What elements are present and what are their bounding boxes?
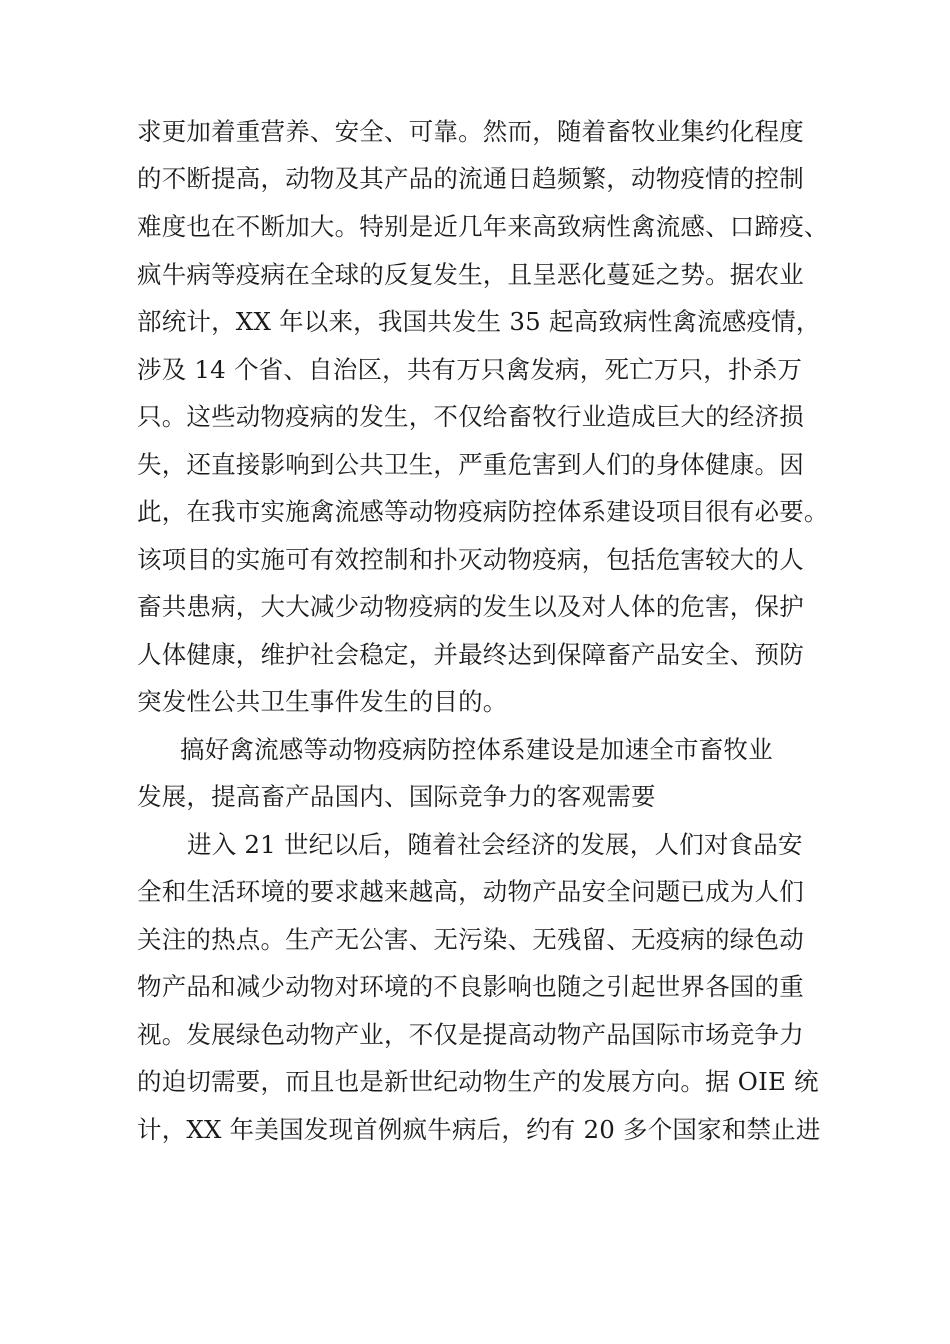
text-line: 的迫切需要，而且也是新世纪动物生产的发展方向。据 OIE 统 <box>137 1067 819 1096</box>
text-line: 关注的热点。生产无公害、无污染、无残留、无疫病的绿色动 <box>137 925 804 954</box>
text-line: 全和生活环境的要求越来越高，动物产品安全问题已成为人们 <box>137 877 804 906</box>
section-heading-line: 搞好禽流感等动物疫病防控体系建设是加速全市畜牧业 <box>180 735 773 764</box>
text-line: 畜共患病，大大减少动物疫病的发生以及对人体的危害，保护 <box>137 592 804 621</box>
text-line: 求更加着重营养、安全、可靠。然而，随着畜牧业集约化程度 <box>137 117 804 146</box>
text-line: 进入 21 世纪以后，随着社会经济的发展，人们对食品安 <box>187 830 803 859</box>
text-line: 计，XX 年美国发现首例疯牛病后，约有 20 多个国家和禁止进 <box>137 1115 821 1144</box>
text-line: 的不断提高，动物及其产品的流通日趋频繁，动物疫情的控制 <box>137 164 804 193</box>
text-line: 物产品和减少动物对环境的不良影响也随之引起世界各国的重 <box>137 972 804 1001</box>
text-line: 视。发展绿色动物产业，不仅是提高动物产品国际市场竞争力 <box>137 1020 804 1049</box>
text-line: 此，在我市实施禽流感等动物疫病防控体系建设项目很有必要。 <box>137 497 829 526</box>
text-line: 该项目的实施可有效控制和扑灭动物疫病，包括危害较大的人 <box>137 545 804 574</box>
text-line: 只。这些动物疫病的发生，不仅给畜牧行业造成巨大的经济损 <box>137 402 804 431</box>
text-line: 人体健康，维护社会稳定，并最终达到保障畜产品安全、预防 <box>137 640 804 669</box>
text-line: 突发性公共卫生事件发生的目的。 <box>137 687 508 716</box>
text-line: 涉及 14 个省、自治区，共有万只禽发病，死亡万只，扑杀万 <box>137 355 803 384</box>
text-line: 部统计，XX 年以来，我国共发生 35 起高致病性禽流感疫情， <box>137 307 821 336</box>
section-heading-line: 发展，提高畜产品国内、国际竞争力的客观需要 <box>137 782 656 811</box>
text-line: 疯牛病等疫病在全球的反复发生，且呈恶化蔓延之势。据农业 <box>137 260 804 289</box>
text-line: 难度也在不断加大。特别是近几年来高致病性禽流感、口蹄疫、 <box>137 212 829 241</box>
text-line: 失，还直接影响到公共卫生，严重危害到人们的身体健康。因 <box>137 450 804 479</box>
